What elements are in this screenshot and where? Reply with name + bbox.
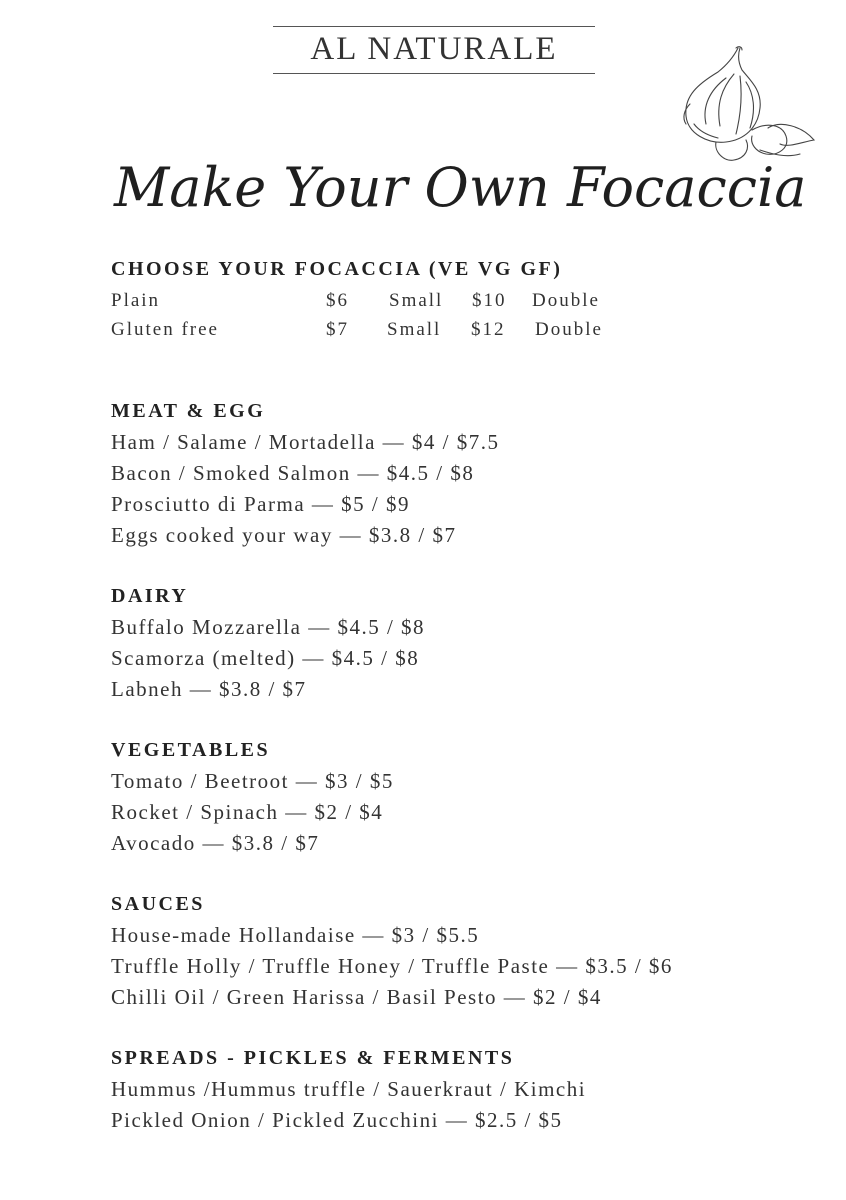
spreads-heading: SPREADS - PICKLES & FERMENTS [111,1047,515,1069]
focaccia-row-name: Plain [111,290,161,311]
focaccia-row-price2: $12 [471,319,506,340]
menu-item: House-made Hollandaise — $3 / $5.5 [111,923,480,947]
menu-item: Labneh — $3.8 / $7 [111,677,307,701]
focaccia-row-size2: Double [532,290,600,311]
menu-item: Chilli Oil / Green Harissa / Basil Pesto — $2 / $4 [111,985,602,1009]
focaccia-heading: CHOOSE YOUR FOCACCIA (VE VG GF) [111,258,563,280]
menu-item: Eggs cooked your way — $3.8 / $7 [111,523,457,547]
menu-item: Prosciutto di Parma — $5 / $9 [111,492,410,516]
focaccia-row-size: Small [389,290,444,311]
focaccia-row-price: $7 [326,319,349,340]
menu-item: Truffle Holly / Truffle Honey / Truffle Paste — $3.5 / $6 [111,954,673,978]
brand-logo: AL NATURALE [273,26,595,74]
page-title: Make Your Own Focaccia [114,156,807,219]
menu-item: Hummus /Hummus truffle / Sauerkraut / Kimchi [111,1077,587,1101]
focaccia-row-price: $6 [326,290,349,311]
dairy-heading: DAIRY [111,585,189,607]
menu-item: Rocket / Spinach — $2 / $4 [111,800,384,824]
vegetables-heading: VEGETABLES [111,739,271,761]
focaccia-row-name: Gluten free [111,319,219,340]
menu-item: Ham / Salame / Mortadella — $4 / $7.5 [111,430,500,454]
focaccia-row-size2: Double [535,319,603,340]
menu-item: Scamorza (melted) — $4.5 / $8 [111,646,420,670]
sauces-heading: SAUCES [111,893,205,915]
menu-item: Tomato / Beetroot — $3 / $5 [111,769,394,793]
menu-item: Pickled Onion / Pickled Zucchini — $2.5 / $5 [111,1108,563,1132]
menu-item: Buffalo Mozzarella — $4.5 / $8 [111,615,426,639]
title-script [110,140,807,235]
menu-item: Bacon / Smoked Salmon — $4.5 / $8 [111,461,475,485]
focaccia-row-size: Small [387,319,442,340]
meat-heading: MEAT & EGG [111,400,266,422]
focaccia-row-price2: $10 [472,290,507,311]
menu-item: Avocado — $3.8 / $7 [111,831,320,855]
